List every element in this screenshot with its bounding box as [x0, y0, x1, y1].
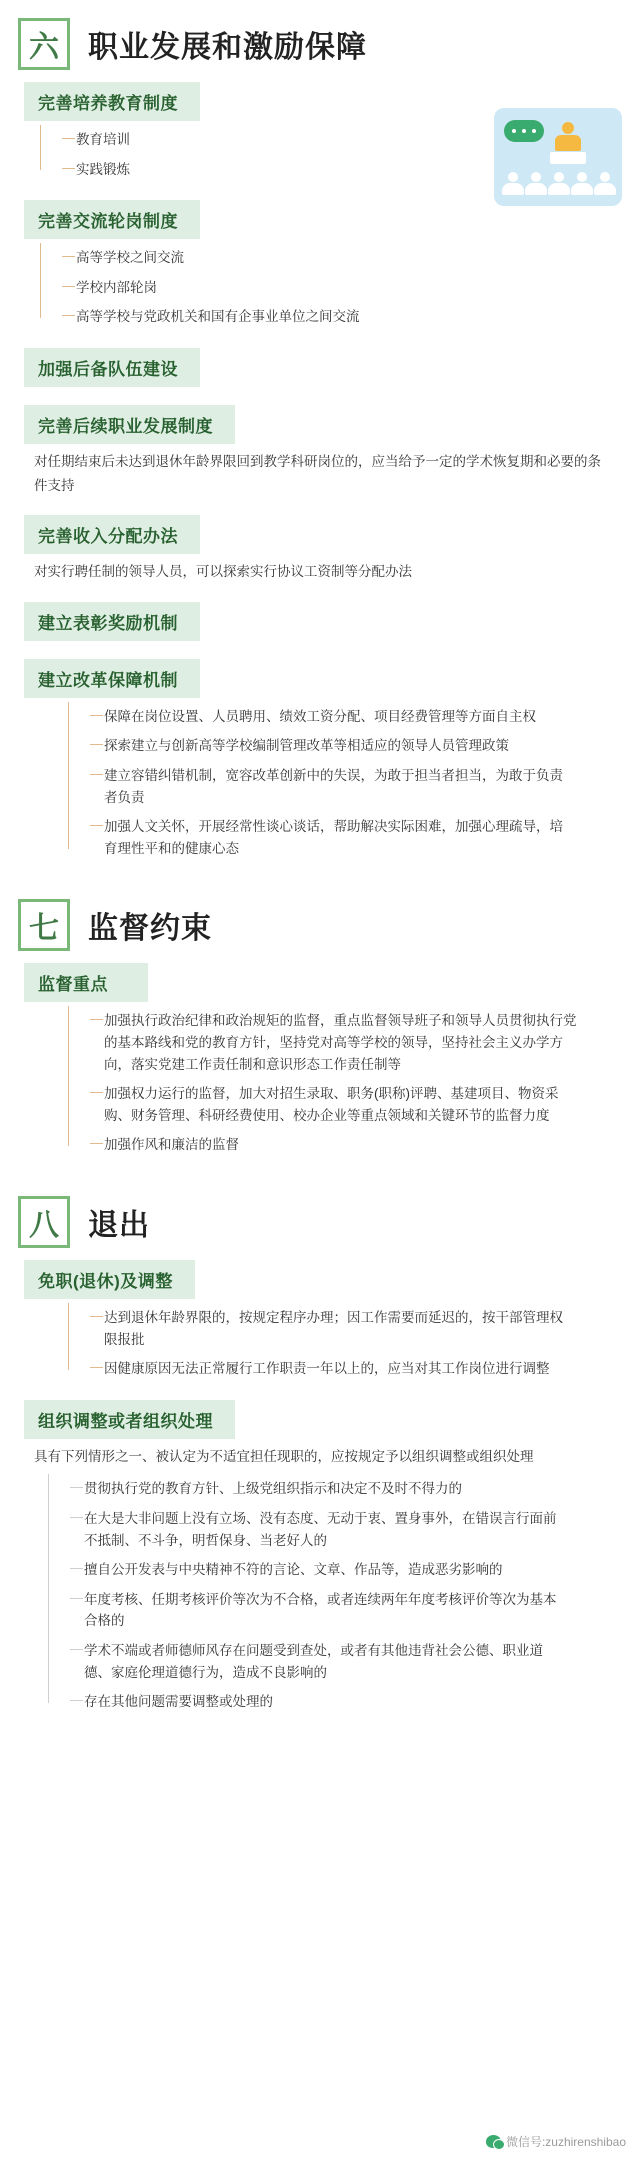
audience-person-5	[594, 172, 616, 196]
audience-person-2	[525, 172, 547, 196]
heading-peiyang-jiaoyu: 完善培养教育制度	[24, 82, 200, 121]
footer-wechat	[486, 2133, 626, 2150]
branch-item: 高等学校与党政机关和国有企事业单位之间交流	[62, 302, 470, 332]
footer-text: 微信号:zuzhirenshibao	[505, 2135, 626, 2149]
branch-peiyang-jiaoyu	[40, 125, 280, 184]
branch-item: 存在其他问题需要调整或处理的	[70, 1687, 558, 1717]
section-number-7: 七	[18, 899, 70, 951]
branch-item: 达到退休年龄界限的，按规定程序办理；因工作需要而延迟的，按干部管理权限报批	[90, 1303, 568, 1354]
branch-item: 教育培训	[62, 125, 280, 155]
heading-jiaoliu-lungang: 完善交流轮岗制度	[24, 200, 200, 239]
audience-person-4	[571, 172, 593, 196]
section-header-7	[18, 881, 640, 951]
heading-shouru-fenpei: 完善收入分配办法	[24, 515, 200, 554]
section-title-8: 退出	[88, 1208, 150, 1242]
branch-item: 探索建立与创新高等学校编制管理改革等相适应的领导人员管理政策	[90, 731, 568, 761]
speech-bubble-icon	[504, 120, 544, 142]
audience-person-3	[548, 172, 570, 196]
section-title-6: 职业发展和激励保障	[88, 31, 367, 64]
branch-mianzhi-tiaozheng	[68, 1303, 568, 1384]
branch-item: 加强执行政治纪律和政治规矩的监督，重点监督领导班子和领导人员贯彻执行党的基本路线和党的教育方针，坚持党对高等学校的领导，坚持社会主义办学方向，落实党建工作责任制和意识形态工作责任制等	[90, 1006, 578, 1079]
para-houxu-zhiye: 对任期结束后未达到退休年龄界限回到教学科研岗位的，应当给予一定的学术恢复期和必要的条件支持	[34, 453, 601, 493]
branch-item: 保障在岗位设置、人员聘用、绩效工资分配、项目经费管理等方面自主权	[90, 702, 568, 732]
branch-jiaoliu-lungang	[40, 243, 470, 332]
branch-jiandu-zhongdian	[68, 1006, 578, 1160]
bubble-dot-2	[522, 129, 526, 133]
section-header-6	[18, 0, 640, 70]
audience-row	[502, 168, 614, 196]
section-number-8: 八	[18, 1196, 70, 1248]
heading-houbei-duiwu: 加强后备队伍建设	[24, 348, 200, 387]
heading-biaozhang-jiangli: 建立表彰奖励机制	[24, 602, 200, 641]
section-title-7: 监督约束	[88, 912, 212, 946]
branch-item: 贯彻执行党的教育方针、上级党组织指示和决定不及时不得力的	[70, 1474, 558, 1504]
bubble-dot-1	[512, 129, 516, 133]
para-zuzhi-tiaozheng: 具有下列情形之一、被认定为不适宜担任现职的，应按规定予以组织调整或组织处理	[34, 1448, 534, 1464]
heading-zuzhi-tiaozheng: 组织调整或者组织处理	[24, 1400, 235, 1439]
speaker-figure-icon	[550, 122, 586, 166]
bubble-dot-3	[532, 129, 536, 133]
branch-item: 学术不端或者师德师风存在问题受到查处，或者有其他违背社会公德、职业道德、家庭伦理道德行为，造成不良影响的	[70, 1636, 558, 1687]
heading-gaige-baozhang: 建立改革保障机制	[24, 659, 200, 698]
para-shouru-fenpei: 对实行聘任制的领导人员，可以探索实行协议工资制等分配办法	[34, 564, 412, 580]
branch-item: 在大是大非问题上没有立场、没有态度、无动于衷、置身事外，在错误言行面前不抵制、不斗争，明哲保身、当老好人的	[70, 1504, 558, 1555]
speaker-body	[555, 135, 581, 151]
wechat-icon	[486, 2135, 501, 2148]
branch-item: 擅自公开发表与中央精神不符的言论、文章、作品等，造成恶劣影响的	[70, 1555, 558, 1585]
lecture-illustration	[494, 108, 622, 206]
branch-item: 年度考核、任期考核评价等次为不合格，或者连续两年年度考核评价等次为基本合格的	[70, 1585, 558, 1636]
audience-person-1	[502, 172, 524, 196]
branch-item: 学校内部轮岗	[62, 273, 470, 303]
heading-mianzhi-tiaozheng: 免职(退休)及调整	[24, 1260, 195, 1299]
section-header-8	[18, 1178, 640, 1248]
heading-houxu-zhiye: 完善后续职业发展制度	[24, 405, 235, 444]
branch-item: 加强人文关怀，开展经常性谈心谈话，帮助解决实际困难，加强心理疏导，培育理性平和的健康心态	[90, 812, 568, 863]
branch-item: 加强作风和廉洁的监督	[90, 1130, 578, 1160]
branch-item: 建立容错纠错机制，宽容改革创新中的失误，为敢于担当者担当，为敢于负责者负责	[90, 761, 568, 812]
heading-jiandu-zhongdian: 监督重点	[24, 963, 148, 1002]
branch-item: 高等学校之间交流	[62, 243, 470, 273]
branch-zuzhi-tiaozheng	[48, 1474, 558, 1716]
branch-item: 实践锻炼	[62, 155, 280, 185]
section-number-6: 六	[18, 18, 70, 70]
branch-item: 因健康原因无法正常履行工作职责一年以上的，应当对其工作岗位进行调整	[90, 1354, 568, 1384]
branch-gaige-baozhang	[68, 702, 568, 864]
podium-desk	[550, 152, 586, 164]
branch-item: 加强权力运行的监督，加大对招生录取、职务(职称)评聘、基建项目、物资采购、财务管理、科研经费使用、校办企业等重点领域和关键环节的监督力度	[90, 1079, 578, 1130]
speaker-head	[562, 122, 574, 134]
